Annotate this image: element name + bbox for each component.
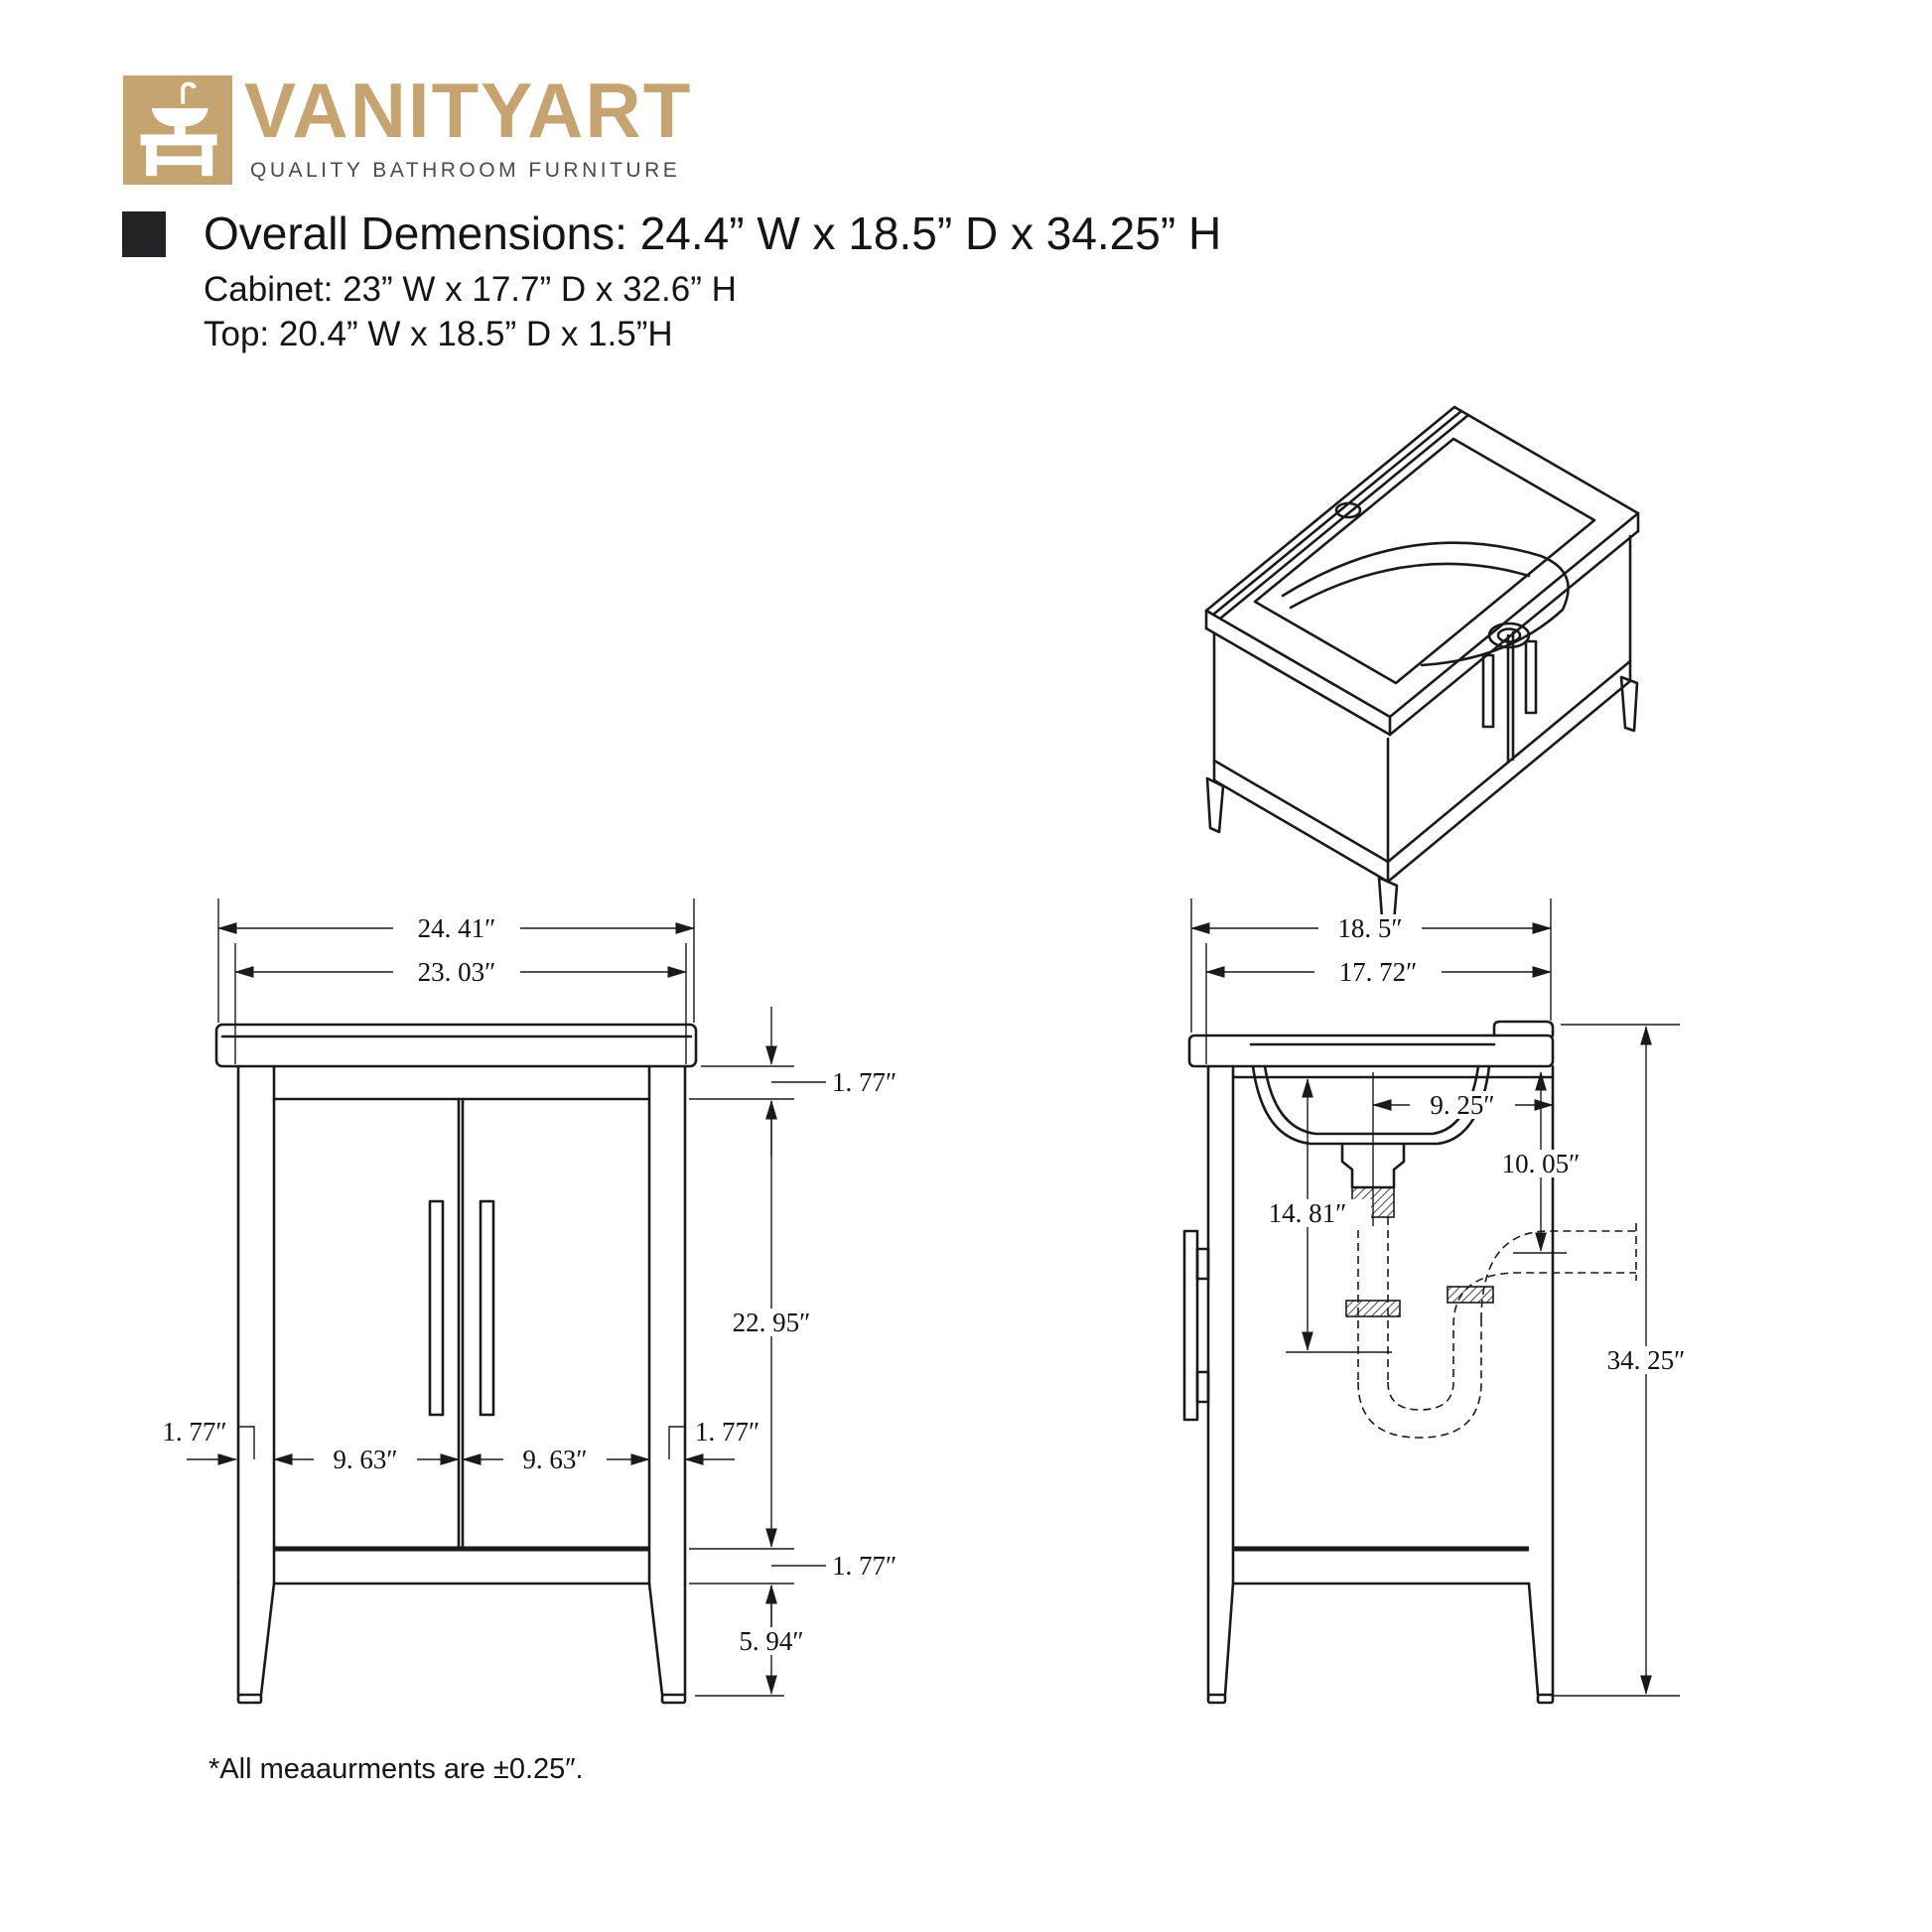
dim-label-front-left-leg-width: 1. 77″ xyxy=(162,1417,227,1447)
front-view-dimensions xyxy=(162,898,897,1696)
overall-dimensions-text: Overall Demensions: 24.4” W x 18.5” D x 34.25” H xyxy=(204,207,1222,259)
dim-label-front-leg-height: 5. 94″ xyxy=(739,1626,804,1656)
cabinet-dimensions-text: Cabinet: 23” W x 17.7” D x 32.6” H xyxy=(204,270,737,309)
iso-door-handle-left-icon xyxy=(1483,655,1493,727)
tolerance-footnote: *All meaaurments are ±0.25″. xyxy=(208,1753,584,1785)
dim-label-side-cabinet-depth: 17. 72″ xyxy=(1338,957,1418,987)
isometric-view-drawing xyxy=(1206,407,1638,935)
dim-label-front-cabinet-width: 23. 03″ xyxy=(417,957,496,987)
dim-label-side-overall-height: 34. 25″ xyxy=(1606,1345,1686,1375)
dim-label-side-overall-depth: 18. 5″ xyxy=(1337,913,1403,943)
dim-label-front-right-door-width: 9. 63″ xyxy=(522,1445,588,1474)
dim-label-front-door-height: 22. 95″ xyxy=(732,1308,811,1337)
dim-label-side-drain-height: 10. 05″ xyxy=(1501,1149,1581,1178)
dim-label-front-right-leg-width: 1. 77″ xyxy=(695,1417,760,1447)
dim-label-front-left-door-width: 9. 63″ xyxy=(333,1445,398,1474)
top-dimensions-text: Top: 20.4” W x 18.5” D x 1.5”H xyxy=(204,315,673,353)
dim-label-side-drain-offset: 9. 25″ xyxy=(1430,1090,1495,1120)
iso-door-handle-right-icon xyxy=(1526,641,1536,713)
side-door-handle-icon xyxy=(1184,1231,1208,1420)
dim-label-front-rail-height: 1. 77″ xyxy=(832,1551,897,1581)
brand-name: VANITYART xyxy=(244,67,693,154)
front-door-handle-right-icon xyxy=(481,1201,493,1415)
front-view-drawing xyxy=(216,1025,696,1703)
side-view-drawing xyxy=(1184,1022,1636,1703)
brand-tagline: QUALITY BATHROOM FURNITURE xyxy=(250,159,681,182)
dim-label-side-trap-depth: 14. 81″ xyxy=(1268,1198,1347,1228)
dim-label-front-overall-width: 24. 41″ xyxy=(417,913,496,943)
dim-label-front-counter-reveal: 1. 77″ xyxy=(832,1067,897,1097)
front-door-handle-left-icon xyxy=(430,1201,443,1415)
